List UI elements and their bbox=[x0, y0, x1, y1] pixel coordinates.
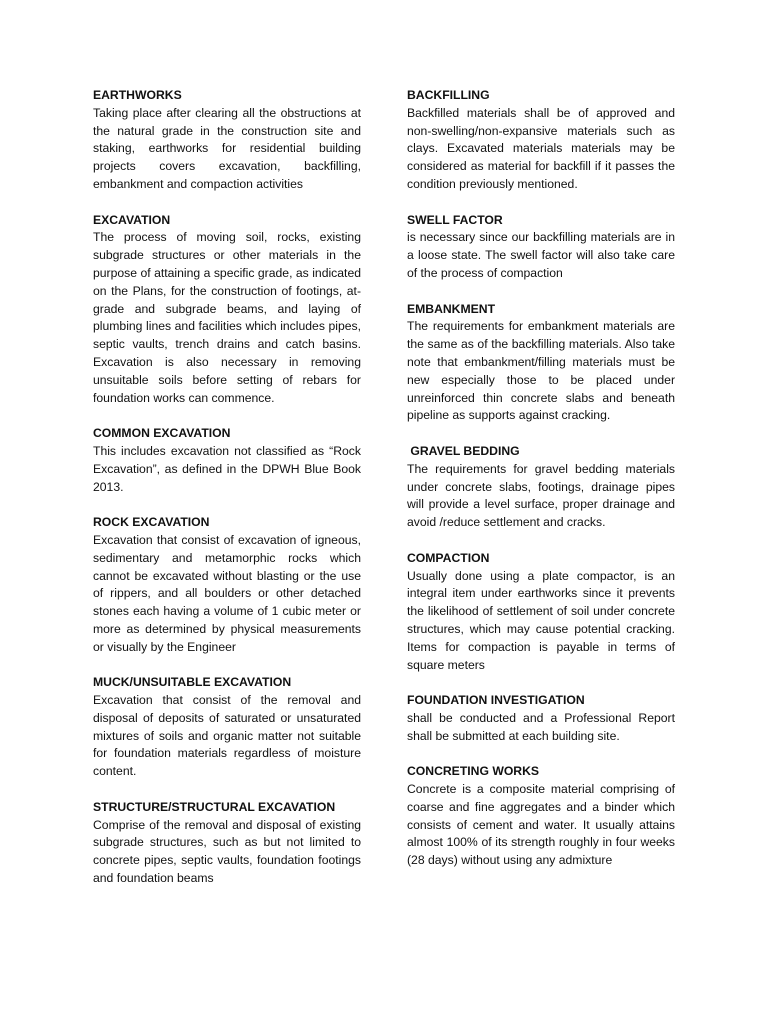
section-heading: MUCK/UNSUITABLE EXCAVATION bbox=[93, 675, 292, 690]
section-embankment bbox=[407, 301, 675, 426]
section-body: This includes excavation not classified as “Rock Excavation”, as defined in the DPWH Blue Book 2013. bbox=[93, 443, 361, 494]
section-foundation-investigation bbox=[407, 692, 675, 745]
section-backfilling bbox=[407, 87, 675, 194]
section-earthworks bbox=[93, 87, 361, 194]
section-body: shall be conducted and a Professional Report shall be submitted at each building site. bbox=[407, 710, 675, 743]
section-body: Usually done using a plate compactor, is an integral item under earthworks since it prevents the likelihood of settlement of soil under concrete structures, which may cause potential cracking. Items for compaction is payable in terms of square meters bbox=[407, 568, 675, 672]
section-body: Backfilled materials shall be of approved and non-swelling/non-expansive materials such as clays. Excavated materials materials may be considered as material for backfill if it passes the condition previously mentioned. bbox=[407, 105, 675, 191]
section-compaction bbox=[407, 550, 675, 675]
section-gravel-bedding bbox=[407, 443, 675, 532]
section-heading: GRAVEL BEDDING bbox=[407, 443, 520, 458]
section-heading: FOUNDATION INVESTIGATION bbox=[407, 693, 585, 708]
section-heading: BACKFILLING bbox=[407, 88, 490, 102]
section-heading: COMPACTION bbox=[407, 550, 490, 565]
right-column bbox=[407, 87, 675, 870]
section-heading: STRUCTURE/STRUCTURAL EXCAVATION bbox=[93, 799, 336, 814]
section-body: Excavation that consist of excavation of igneous, sedimentary and metamorphic rocks which cannot be excavated without blasting or the use of rippers, and all boulders or other detached stones each having a volume of 1 cubic meter or more as determined by physical measurements or visually by the Engineer bbox=[93, 532, 361, 654]
section-excavation bbox=[93, 212, 361, 408]
section-concreting-works bbox=[407, 763, 675, 870]
section-heading: EMBANKMENT bbox=[407, 301, 496, 316]
section-heading: SWELL FACTOR bbox=[407, 212, 503, 227]
section-heading: COMMON EXCAVATION bbox=[93, 426, 231, 441]
section-heading: CONCRETING WORKS bbox=[407, 764, 540, 779]
left-column bbox=[93, 87, 361, 888]
section-rock-excavation bbox=[93, 514, 361, 656]
section-body: Concrete is a composite material comprising of coarse and fine aggregates and a binder which consists of cement and water. It usually attains almost 100% of its strength roughly in four weeks (28 days) without using any admixture bbox=[407, 782, 675, 868]
section-common-excavation bbox=[93, 425, 361, 496]
section-body: Taking place after clearing all the obstructions at the natural grade in the construction site and staking, earthworks for residential building projects covers excavation, backfilling, embankment and compaction activities bbox=[93, 105, 361, 191]
section-heading: ROCK EXCAVATION bbox=[93, 515, 210, 530]
section-body: The requirements for embankment materials are the same as of the backfilling materials. Also take note that embankment/filling materials must be new especially those to be placed under unreinforced thin concrete slabs and beneath pipeline as supports against cracking. bbox=[407, 319, 675, 423]
section-muck-unsuitable-excavation bbox=[93, 674, 361, 781]
section-body: The requirements for gravel bedding materials under concrete slabs, footings, drainage pipes will provide a level surface, proper drainage and avoid /reduce settlement and cracks. bbox=[407, 461, 675, 530]
section-swell-factor bbox=[407, 212, 675, 283]
section-structural-excavation bbox=[93, 799, 361, 888]
section-body: Excavation that consist of the removal and disposal of deposits of saturated or unsaturated mixtures of soils and organic matter not suitable for foundation materials regardless of moisture content. bbox=[93, 693, 361, 779]
section-body: is necessary since our backfilling materials are in a loose state. The swell factor will also take care of the process of compaction bbox=[407, 230, 675, 280]
section-body: The process of moving soil, rocks, existing subgrade structures or other materials in the purpose of attaining a specific grade, as indicated on the Plans, for the construction of footings, at-grade and subgrade beams, and laying of plumbing lines and facilities which includes pipes, septic vaults, trench drains and catch basins. Excavation is also necessary in removing unsuitable soils before setting of rebars for foundation works can commence. bbox=[93, 230, 361, 405]
section-heading: EXCAVATION bbox=[93, 212, 171, 227]
section-body: Comprise of the removal and disposal of existing subgrade structures, such as but not limited to concrete pipes, septic vaults, foundation footings and foundation beams bbox=[93, 817, 361, 886]
section-heading: EARTHWORKS bbox=[93, 88, 182, 102]
